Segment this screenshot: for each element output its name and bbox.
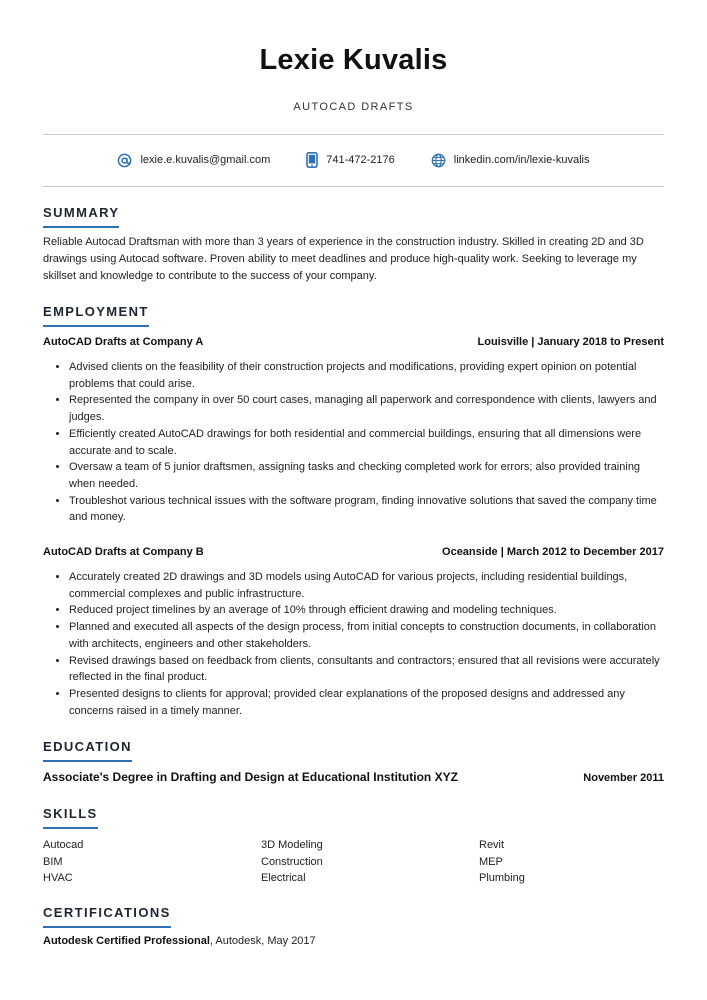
skill-item: BIM: [43, 855, 63, 868]
skill-item: Plumbing: [479, 872, 525, 885]
employment-heading-text: EMPLOYMENT: [43, 304, 149, 319]
contact-email[interactable]: [117, 153, 270, 168]
list-item: • Planned and executed all aspects of the design process, from initial concepts to construction documents, in collaboration with architects, engineers and other stakeholders.: [69, 619, 664, 652]
at-icon: [117, 153, 132, 168]
skill-item: Electrical: [261, 872, 306, 885]
job-1-bullets: [43, 359, 664, 526]
list-item: • Troubleshot various technical issues with the software program, finding innovative solutions that saved the company time and money.: [69, 493, 664, 526]
skill-item: Construction: [261, 855, 323, 868]
list-item: • Reduced project timelines by an average of 10% through efficient drawing and modeling techniques.: [69, 602, 664, 619]
list-item: • Accurately created 2D drawings and 3D models using AutoCAD for various projects, including residential buildings, commercial complexes and public infrastructure.: [69, 569, 664, 602]
job-2-title: AutoCAD Drafts at Company B: [43, 546, 204, 558]
contact-phone[interactable]: [306, 152, 395, 168]
education-heading: [43, 739, 132, 762]
summary-text: Reliable Autocad Draftsman with more than 3 years of experience in the construction industry. Skilled in creating 2D and 3D drawings using Autocad software. Proven ability to meet deadlines and produce high-quality work. Seeking to leverage my skillset and knowledge to contribute to the success of your company.: [43, 236, 644, 282]
candidate-name: Lexie Kuvalis: [259, 44, 448, 76]
skill-item: HVAC: [43, 872, 73, 885]
list-item: • Advised clients on the feasibility of their construction projects and modifications, providing expert opinion on potential problems that could arise.: [69, 359, 664, 392]
divider-bottom: [43, 186, 664, 187]
certification-name: Autodesk Certified Professional: [43, 935, 210, 947]
contact-bar: [0, 150, 707, 170]
list-item: • Presented designs to clients for approval; provided clear explanations of the proposed designs and addressed any concerns raised in a timely manner.: [69, 686, 664, 719]
job-1-meta: Louisville | January 2018 to Present: [477, 336, 664, 348]
job-1-title: AutoCAD Drafts at Company A: [43, 336, 204, 348]
job-2-bullets: [43, 569, 664, 719]
job-1-header: [43, 336, 664, 348]
education-heading-text: EDUCATION: [43, 739, 132, 754]
skill-item: Revit: [479, 839, 505, 851]
skill-item: Autocad: [43, 839, 84, 851]
divider-top: [43, 134, 664, 135]
skill-item: MEP: [479, 855, 503, 868]
employment-heading: [43, 304, 149, 327]
list-item: • Revised drawings based on feedback from clients, consultants and contractors; ensured that all revisions were accurately reflected in the final product.: [69, 653, 664, 686]
job-2-meta: Oceanside | March 2012 to December 2017: [442, 546, 664, 558]
phone-text: 741-472-2176: [326, 154, 395, 166]
globe-icon: [431, 153, 446, 168]
certifications-heading: [43, 905, 171, 928]
summary-heading: [43, 205, 119, 228]
summary-underline: [43, 226, 119, 228]
skills-underline: [43, 827, 98, 829]
education-entry: [43, 770, 664, 784]
email-text: lexie.e.kuvalis@gmail.com: [140, 154, 271, 166]
skills-heading-text: SKILLS: [43, 806, 98, 821]
job-2-header: [43, 546, 664, 558]
list-item: • Represented the company in over 50 court cases, managing all paperwork and correspondence with clients, lawyers and judges.: [69, 392, 664, 425]
contact-linkedin[interactable]: [431, 153, 590, 168]
summary-heading-text: SUMMARY: [43, 205, 120, 220]
skill-item: 3D Modeling: [261, 839, 323, 851]
skills-grid: [43, 837, 664, 887]
certifications-heading-text: CERTIFICATIONS: [43, 905, 171, 920]
job-title: AUTOCAD DRAFTS: [293, 101, 414, 113]
list-item: • Oversaw a team of 5 junior draftsmen, assigning tasks and checking completed work for errors; also provided training when needed.: [69, 459, 664, 492]
list-item: • Efficiently created AutoCAD drawings for both residential and commercial buildings, ensuring that all dimensions were accurate and to scale.: [69, 426, 664, 459]
education-underline: [43, 760, 132, 762]
education-date: November 2011: [583, 772, 664, 784]
certification-details: , Autodesk, May 2017: [209, 935, 316, 947]
certification-entry: [43, 935, 316, 947]
employment-underline: [43, 325, 149, 327]
phone-icon: [306, 152, 318, 168]
skills-heading: [43, 806, 98, 829]
education-degree: Associate's Degree in Drafting and Design at Educational Institution XYZ: [43, 770, 458, 784]
linkedin-text: linkedin.com/in/lexie-kuvalis: [453, 154, 590, 166]
certifications-underline: [43, 926, 171, 928]
